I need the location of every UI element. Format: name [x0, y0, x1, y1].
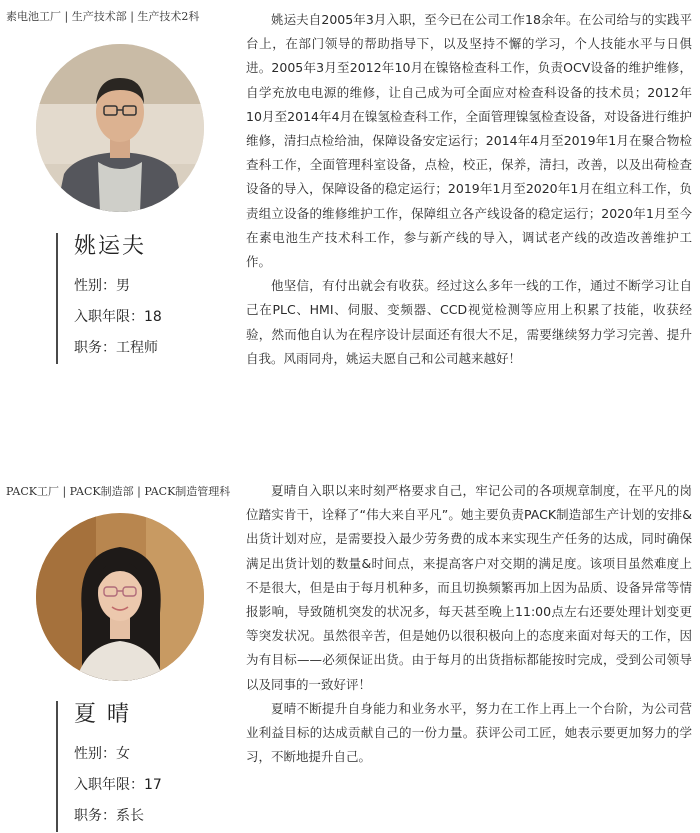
years-value: 18 — [144, 309, 162, 325]
profile-paragraph: 夏晴不断提升自身能力和业务水平，努力在工作上再上一个台阶，为公司营业利益目标的达成贡献自己的一份力量。获评公司工匠，她表示要更加努力的学习，不断地提升自己。 — [246, 700, 692, 765]
profile-paragraph: 夏晴自入职以来时刻严格要求自己，牢记公司的各项规章制度，在平凡的岗位踏实肯干，诠释了“伟大来自平凡”。她主要负责PACK制造部生产计划的安排&出货计划对应，是需要投入最少劳务费的成本来实现生产任务的达成，同时确保满足出货计划的数量&时间点，来提高客户对交期的满足度。该项目虽然难度上不是很大，但是由于每月机种多，而且切换频繁再加上因为品质、设备异常等情报影响，导致随机突发的状况多，每天甚至晚上11:00点左右还要处理计划变更等突发状况。虽然很辛苦，但是她仍以很积极向上的态度来面对每天的工作，因为有目标——必须保证出货。由于每月的出货指标都能按时完成，受到公司领导以及同事的一致好评！ — [246, 483, 692, 692]
position-value: 工程师 — [116, 340, 158, 356]
department-line: PACK工厂 | PACK制造部 | PACK制造管理科 — [6, 485, 231, 498]
gender-label: 性别： — [74, 278, 116, 294]
department-line: 素电池工厂 | 生产技术部 | 生产技术2科 — [6, 10, 200, 23]
employee-portrait-icon — [36, 44, 204, 212]
profile-text — [246, 8, 692, 371]
gender-label: 性别： — [74, 746, 116, 762]
profile-text — [246, 479, 692, 769]
years-value: 17 — [144, 777, 162, 793]
position-row — [74, 333, 206, 364]
position-label: 职务： — [74, 808, 116, 824]
employee-portrait-icon — [36, 513, 204, 681]
employee-name: 夏 晴 — [74, 702, 131, 727]
profile-paragraph: 他坚信，有付出就会有收获。经过这么多年一线的工作，通过不断学习让自己在PLC、HMI、伺服、变频器、CCD视觉检测等应用上积累了技能，收获经验，然而他自认为在程序设计层面还有很大不足，需要继续努力学习完善、提升自我。风雨同舟，姚运夫愿自己和公司越来越好！ — [246, 278, 692, 366]
position-row — [74, 801, 206, 832]
gender-row — [74, 271, 206, 302]
employee-profile-2 — [0, 475, 700, 833]
years-label: 入职年限： — [74, 777, 144, 793]
years-label: 入职年限： — [74, 309, 144, 325]
years-row — [74, 770, 206, 801]
employee-profile-1 — [0, 0, 700, 400]
gender-value: 女 — [116, 746, 130, 762]
gender-value: 男 — [116, 278, 130, 294]
employee-info-box — [56, 233, 206, 364]
position-label: 职务： — [74, 340, 116, 356]
profile-paragraph: 姚运夫自2005年3月入职，至今已在公司工作18余年。在公司给与的实践平台上，在部门领导的帮助指导下，以及坚持不懈的学习，个人技能水平与日俱进。2005年3月至2012年10月在镍铬检查科工作，负责OCV设备的维护维修，自学充放电电源的维修，让自己成为可全面应对检查科设备的技术员；2012年10月至2014年4月在镍氢检查科工作，全面管理镍氢检查设备，对设备进行维护维修，清扫点检给油，保障设备安定运行；2014年4月至2019年1月在聚合物检查科工作，全面管理科室设备，点检，校正，保养，清扫，改善，以及出荷检查设备的导入，保障设备的稳定运行；2019年1月至2020年1月在组立科工作，负责组立设备的维修维护工作，保障组立各产线设备的稳定运行；2020年1月至今在素电池生产技术科工作，参与新产线的导入，调试老产线的改造改善维护工作。 — [246, 12, 692, 270]
gender-row — [74, 739, 206, 770]
employee-info-box — [56, 701, 206, 832]
position-value: 系长 — [116, 808, 144, 824]
employee-name: 姚运夫 — [74, 234, 147, 259]
years-row — [74, 302, 206, 333]
